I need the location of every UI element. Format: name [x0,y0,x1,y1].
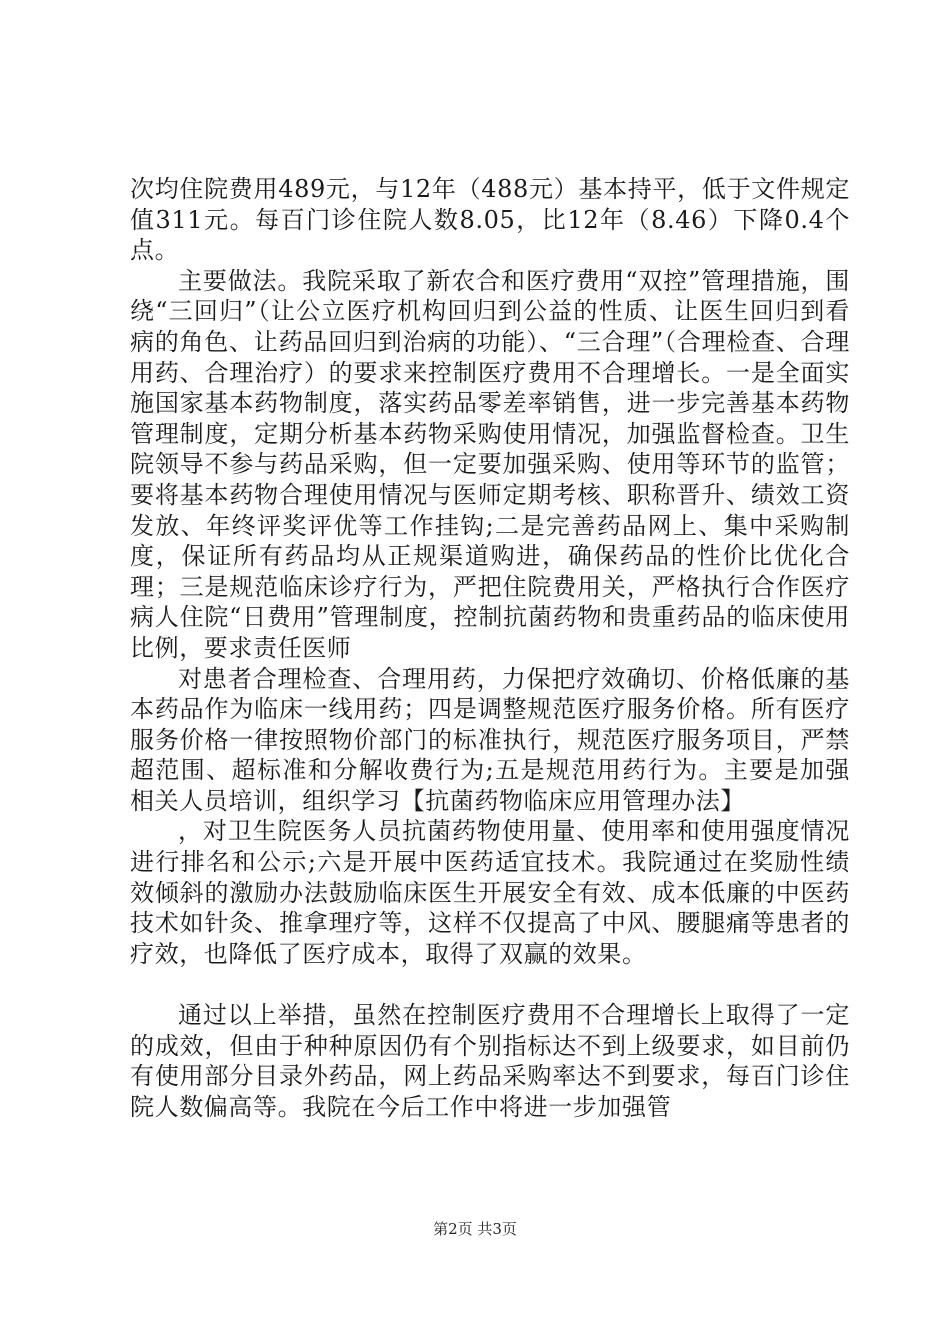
document-body [130,174,850,1122]
paragraph-3: 对患者合理检查、合理用药，力保把疗效确切、价格低廉的基本药品作为临床一线用药；四是调整规范医疗服务价格。所有医疗服务价格一律按照物价部门的标准执行，规范医疗服务项目，严禁超范围、超标准和分解收费行为;五是规范用药行为。主要是加强相关人员培训，组织学习【抗菌药物临床应用管理办法】 [130,664,850,815]
paragraph-1: 次均住院费用489元，与12年（488元）基本持平，低于文件规定值311元。每百门诊住院人数8.05，比12年（8.46）下降0.4个点。 [130,175,850,265]
paragraph-4: ，对卫生院医务人员抗菌药物使用量、使用率和使用强度情况进行排名和公示;六是开展中医药适宜技术。我院通过在奖励性绩效倾斜的激励办法鼓励临床医生开展安全有效、成本低廉的中医药技术如针灸、推拿理疗等，这样不仅提高了中风、腰腿痛等患者的疗效，也降低了医疗成本，取得了双赢的效果。 [130,817,850,968]
paragraph-2: 主要做法。我院采取了新农合和医疗费用“双控”管理措施，围绕“三回归”（让公立医疗机构回归到公益的性质、让医生回归到看病的角色、让药品回归到治病的功能）、“三合理”（合理检查、合理用药、合理治疗）的要求来控制医疗费用不合理增长。一是全面实施国家基本药物制度，落实药品零差率销售，进一步完善基本药物管理制度，定期分析基本药物采购使用情况，加强监督检查。卫生院领导不参与药品采购，但一定要加强采购、使用等环节的监管；要将基本药物合理使用情况与医师定期考核、职称晋升、绩效工资发放、年终评奖评优等工作挂钩;二是完善药品网上、集中采购制度，保证所有药品均从正规渠道购进，确保药品的性价比优化合理；三是规范临床诊疗行为，严把住院费用关，严格执行合作医疗病人住院“日费用”管理制度，控制抗菌药物和贵重药品的临床使用比例，要求责任医师 [130,266,850,662]
page-footer [0,1218,950,1239]
page-number-label: 第2页 共3页 [433,1220,517,1238]
paragraph-5: 通过以上举措，虽然在控制医疗费用不合理增长上取得了一定的成效，但由于种种原因仍有个别指标达不到上级要求，如目前仍有使用部分目录外药品，网上药品采购率达不到要求，每百门诊住院人数偏高等。我院在今后工作中将进一步加强管 [130,1001,850,1121]
paragraph-spacer [130,969,850,1000]
